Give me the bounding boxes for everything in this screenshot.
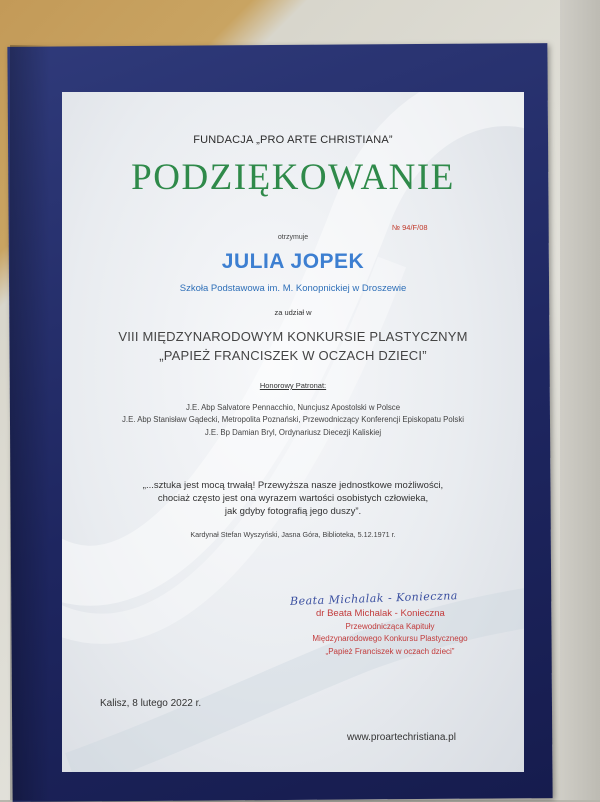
issue-date: Kalisz, 8 lutego 2022 r. — [100, 698, 202, 709]
foundation-name: FUNDACJA „PRO ARTE CHRISTIANA” — [193, 134, 393, 146]
quote-line: jak gdyby fotografią jego duszy”. — [224, 506, 362, 517]
quote-citation: Kardynał Stefan Wyszyński, Jasna Góra, Biblioteka, 5.12.1971 r. — [190, 530, 396, 539]
signer-role: Międzynarodowego Konkursu Plastycznego — [312, 634, 468, 643]
recipient-school: Szkoła Podstawowa im. M. Konopnickiej w Droszewie — [179, 283, 407, 294]
certificate-title: PODZIĘKOWANIE — [131, 157, 455, 198]
patron-line: J.E. Abp Salvatore Pennacchio, Nuncjusz Apostolski w Polsce — [185, 403, 401, 412]
recipient-name: JULIA JOPEK — [221, 250, 365, 273]
website-link[interactable]: www.proartechristiana.pl — [347, 732, 456, 743]
honorary-patronage-label: Honorowy Patronat: — [259, 381, 327, 390]
patron-line: J.E. Bp Damian Bryl, Ordynariusz Diecezji Kaliskiej — [204, 428, 382, 437]
quote-line: chociaż często jest ona wyrazem wartości osobistych człowieka, — [157, 493, 429, 504]
certificate-panel — [62, 92, 524, 772]
certificate-number: № 94/F/08 — [392, 223, 428, 232]
frame-shadow — [10, 45, 50, 800]
contest-name-line2: „PAPIEŻ FRANCISZEK W OCZACH DZIECI” — [159, 348, 427, 363]
signer-role: „Papież Franciszek w oczach dzieci” — [325, 647, 455, 656]
background-edge — [560, 0, 600, 800]
patron-line: J.E. Abp Stanisław Gądecki, Metropolita Poznański, Przewodniczący Konferencji Episkopatu Polski — [122, 415, 464, 424]
contest-name-line1: VIII MIĘDZYNARODOWYM KONKURSIE PLASTYCZNYM — [118, 329, 468, 344]
signature-text: Beata Michalak - Konieczna — [289, 589, 459, 608]
signer-name: dr Beata Michalak - Konieczna — [316, 608, 445, 619]
participation-label: za udział w — [274, 308, 312, 317]
receives-label: otrzymuje — [277, 234, 309, 241]
quote-line: „...sztuka jest mocą trwałą! Przewyższa nasze jednostkowe możliwości, — [142, 480, 444, 491]
signer-role: Przewodnicząca Kapituły — [345, 622, 435, 631]
